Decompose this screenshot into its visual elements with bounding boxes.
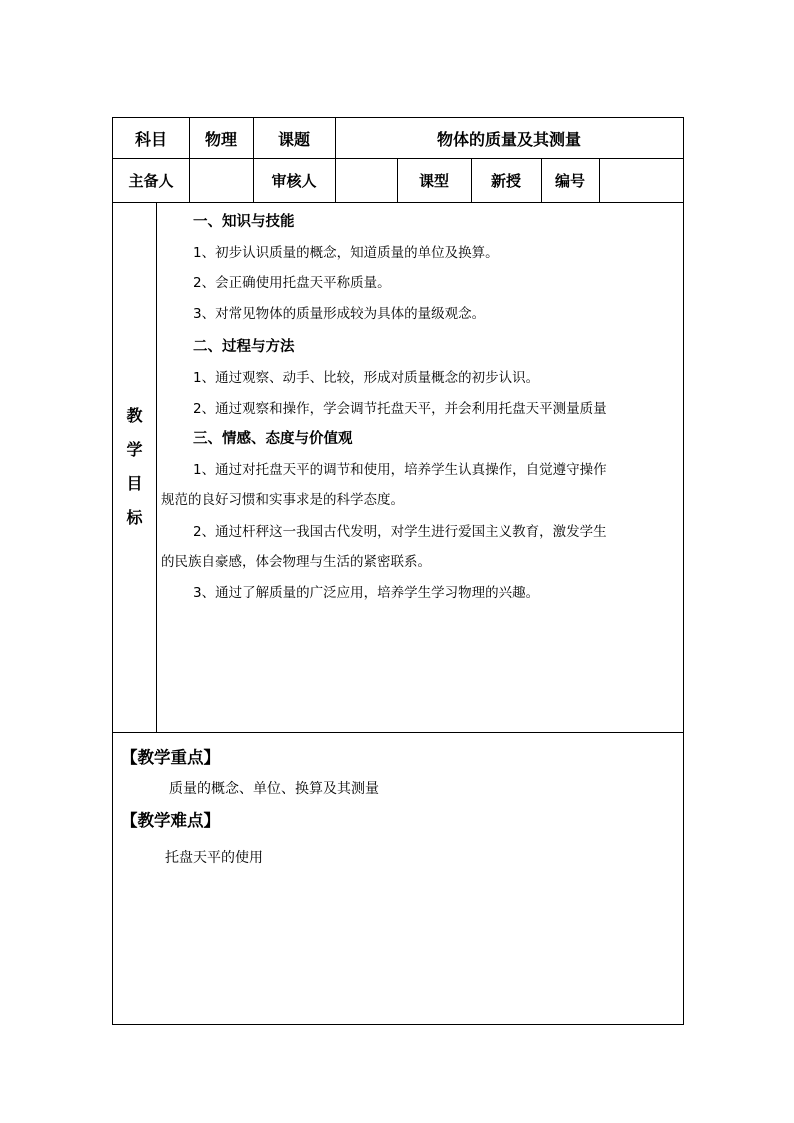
section3-title: 三、情感、态度与价值观 (193, 431, 353, 447)
difficulties-title: 【教学难点】 (121, 811, 220, 830)
side-char: 目 (126, 474, 143, 493)
objectives-content (157, 202, 683, 732)
section1-title: 一、知识与技能 (193, 214, 295, 230)
objectives-side-label (113, 202, 156, 732)
preparer-value (189, 158, 253, 202)
subject-value: 物理 (204, 129, 237, 149)
subject-label: 科目 (134, 129, 167, 149)
side-char: 标 (126, 508, 143, 527)
difficulties-content: 托盘天平的使用 (165, 850, 263, 866)
section3-item: 2、通过杆秤这一我国古代发明，对学生进行爱国主义教育，激发学生 (193, 524, 607, 540)
section2-item: 1、通过观察、动手、比较，形成对质量概念的初步认识。 (193, 370, 540, 386)
preparer-label: 主备人 (128, 171, 174, 190)
lesson-plan-table (112, 117, 684, 1025)
section1-item: 2、会正确使用托盘天平称质量。 (193, 275, 391, 291)
section3-item-continued: 规范的良好习惯和实事求是的科学态度。 (161, 492, 404, 508)
section2-title: 二、过程与方法 (193, 339, 295, 355)
section3-item-continued: 的民族自豪感，体会物理与生活的紧密联系。 (161, 554, 431, 570)
type-value: 新授 (490, 171, 521, 190)
side-char: 教 (126, 406, 143, 425)
section3-item: 3、通过了解质量的广泛应用，培养学生学习物理的兴趣。 (193, 585, 540, 601)
topic-label: 课题 (277, 129, 310, 149)
topic-value: 物体的质量及其测量 (436, 129, 581, 149)
reviewer-value (335, 158, 397, 202)
section2-item: 2、通过观察和操作，学会调节托盘天平，并会利用托盘天平测量质量 (193, 401, 607, 417)
side-char: 学 (126, 440, 143, 459)
number-value (599, 158, 683, 202)
reviewer-label: 审核人 (271, 171, 317, 190)
row-divider (113, 732, 683, 733)
section1-item: 1、初步认识质量的概念，知道质量的单位及换算。 (193, 245, 499, 261)
type-label: 课型 (418, 171, 449, 190)
number-label: 编号 (554, 171, 585, 190)
section3-item: 1、通过对托盘天平的调节和使用，培养学生认真操作，自觉遵守操作 (193, 462, 607, 478)
key-points-content: 质量的概念、单位、换算及其测量 (169, 781, 379, 797)
key-points-title: 【教学重点】 (121, 748, 220, 767)
section1-item: 3、对常见物体的质量形成较为具体的量级观念。 (193, 306, 486, 322)
